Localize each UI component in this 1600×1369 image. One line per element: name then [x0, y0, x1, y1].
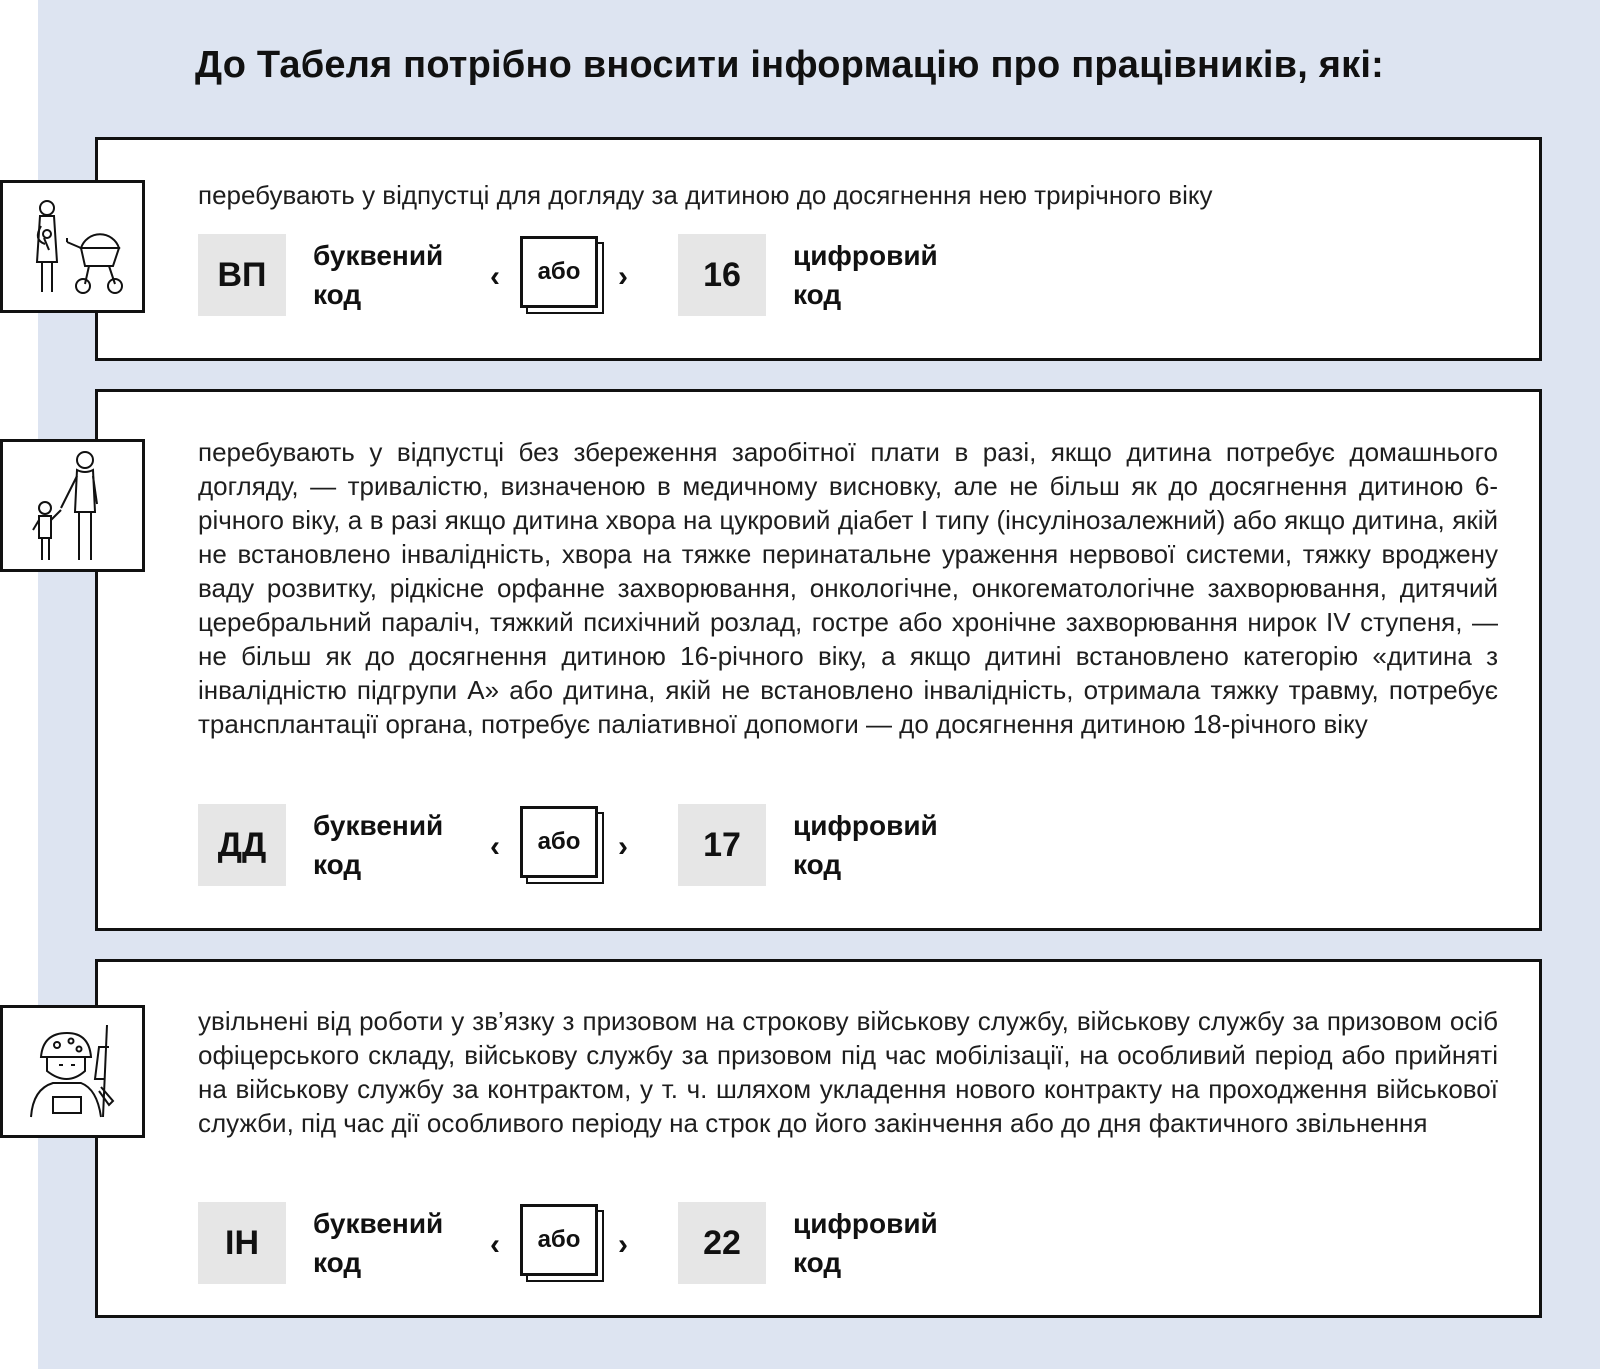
code-row [198, 804, 1098, 886]
digit-code: 16 [678, 234, 766, 316]
mother-stroller-icon [0, 180, 145, 313]
or-label: або [520, 1204, 598, 1276]
letter-code: ІН [198, 1202, 286, 1284]
letter-code: ВП [198, 234, 286, 316]
letter-code: ДД [198, 804, 286, 886]
info-card-childcare-leave [95, 137, 1542, 361]
or-badge [520, 806, 606, 886]
card-description: перебувають у відпустці для догляду за дитиною до досягнення нею трирічного віку [198, 180, 1213, 210]
chevron-left-icon: ‹ [490, 260, 500, 293]
letter-code-label: буквений код [313, 240, 444, 310]
info-card-military-service [95, 959, 1542, 1318]
card-description: увільнені від роботи у зв’язку з призовом на строкову військову службу, військову службу за призовом осіб офіцерського складу, військову службу за призовом під час мобілізації, на особливий період або прийняті на військову службу за контрактом, у т. ч. шляхом укладення нового контракту на проходження військової служби, під час дії особливого періоду на строк до його закінчення або до дня фактичного звільнення [198, 1006, 1498, 1138]
digit-code-label: цифровий код [793, 1208, 938, 1278]
letter-code-label: буквений код [313, 1208, 444, 1278]
or-label: або [520, 236, 598, 308]
digit-code: 17 [678, 804, 766, 886]
or-badge [520, 236, 606, 316]
digit-code: 22 [678, 1202, 766, 1284]
chevron-right-icon: › [618, 260, 628, 293]
digit-code-label: цифровий код [793, 240, 938, 310]
page-title: До Табеля потрібно вносити інформацію про працівників, які: [195, 44, 1384, 86]
code-row [198, 1202, 1098, 1284]
chevron-right-icon: › [618, 830, 628, 863]
or-badge [520, 1204, 606, 1284]
or-label: або [520, 806, 598, 878]
digit-code-label: цифровий код [793, 810, 938, 880]
code-row [198, 234, 1098, 316]
chevron-left-icon: ‹ [490, 1228, 500, 1261]
card-description: перебувають у відпустці без збереження заробітної плати в разі, якщо дитина потребує домашнього догляду, — тривалістю, визначеною в медичному висновку, але не більш як до досягнення дитиною 6-річного віку, а в разі якщо дитина хвора на цукровий діабет І типу (інсулінозалежний) або якщо дитина, якій не встановлено інвалідність, хвора на тяжке перинатальне ураження нервової системи, тяжку вроджену ваду розвитку, рідкісне орфанне захворювання, онкологічне, онкогематологічне захворювання, дитячий церебральний параліч, тяжкий психічний розлад, гостре або хронічне захворювання нирок IV ступеня, — не більш як до досягнення дитиною 16-річного віку, а якщо дитині встановлено категорію «дитина з інвалідністю підгрупи А» або дитина, якій не встановлено інвалідність, отримала тяжку травму, потребує трансплантації органа, потребує паліативної допомоги — до досягнення дитиною 18-річного віку [198, 437, 1498, 739]
mother-child-icon [0, 439, 145, 572]
soldier-icon [0, 1005, 145, 1138]
letter-code-label: буквений код [313, 810, 444, 880]
info-card-unpaid-leave [95, 389, 1542, 931]
chevron-left-icon: ‹ [490, 830, 500, 863]
chevron-right-icon: › [618, 1228, 628, 1261]
